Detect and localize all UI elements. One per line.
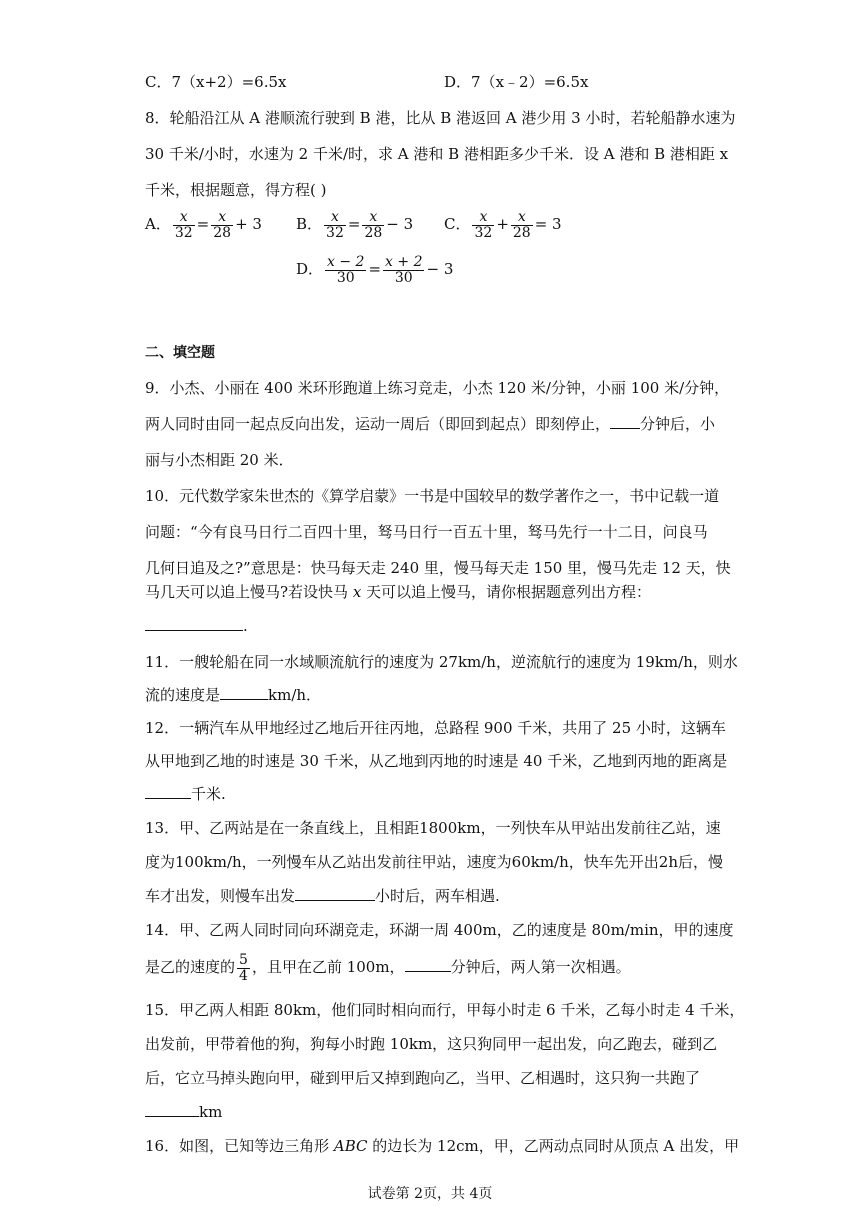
- fraction: $\frac{x + 2}{30}$: [385, 253, 423, 286]
- option-label: C．: [444, 215, 471, 233]
- fraction: $\frac{x}{28}$: [512, 208, 531, 241]
- answer-blank[interactable]: [145, 784, 191, 799]
- fraction: $\frac{5}{4}$: [239, 951, 248, 984]
- q7-option-c: C．7（x+2）=6.5x: [145, 73, 287, 91]
- q16-line-1: 16．如图，已知等边三角形 ABC 的边长为 12cm，甲，乙两动点同时从顶点 A 出发，甲: [145, 1137, 740, 1155]
- q15-line-4: km: [145, 1102, 222, 1122]
- fraction: $\frac{x}{32}$: [174, 208, 193, 241]
- answer-blank[interactable]: [145, 1102, 199, 1117]
- q8-line-2: 30 千米/小时，水速为 2 千米/时，求 A 港和 B 港相距多少千米．设 A 港和 B 港相距 x: [145, 145, 729, 163]
- q8-line-3: 千米，根据题意，得方程( ): [145, 181, 327, 199]
- q13-line-3: 车才出发，则慢车出发 小时后，两车相遇.: [145, 887, 500, 905]
- q12-line-2: 从甲地到乙地的时速是 30 千米，从乙地到丙地的时速是 40 千米，乙地到丙地的距离是: [145, 752, 728, 770]
- q8-line-1: 8．轮船沿江从 A 港顺流行驶到 B 港，比从 B 港返回 A 港少用 3 小时，若轮船静水速为: [145, 109, 736, 127]
- q9-line-2: 两人同时由同一起点反向出发，运动一周后（即回到起点）即刻停止， 分钟后，小: [145, 415, 716, 433]
- q15-line-2: 出发前，甲带着他的狗，狗每小时跑 10km，这只狗同甲一起出发，向乙跑去，碰到乙: [145, 1035, 718, 1053]
- answer-blank[interactable]: [405, 957, 451, 972]
- answer-blank[interactable]: [610, 414, 640, 429]
- fraction: $\frac{x}{28}$: [364, 208, 383, 241]
- answer-blank[interactable]: [295, 886, 375, 901]
- q10-line-1: 10．元代数学家朱世杰的《算学启蒙》一书是中国较早的数学著作之一，书中记载一道: [145, 487, 720, 505]
- q10-line-4: 马几天可以追上慢马?若设快马 x 天可以追上慢马，请你根据题意列出方程：: [145, 583, 652, 601]
- q7-option-d: D．7（x﹣2）=6.5x: [444, 73, 589, 91]
- page-footer: 试卷第 2页，共 4页: [367, 1186, 493, 1202]
- q12-line-1: 12．一辆汽车从甲地经过乙地后开往丙地，总路程 900 千米，共用了 25 小时，这辆车: [145, 719, 726, 737]
- fraction: $\frac{x}{32}$: [326, 208, 344, 241]
- answer-blank[interactable]: [220, 685, 268, 700]
- q10-line-3: 几何日追及之?”意思是：快马每天走 240 里，慢马每天走 150 里，慢马先走 12 天，快: [145, 559, 731, 577]
- q11-line-1: 11．一艘轮船在同一水域顺流航行的速度为 27km/h，逆流航行的速度为 19km/h，则水: [145, 653, 738, 671]
- q14-line-1: 14．甲、乙两人同时同向环湖竞走，环湖一周 400m，乙的速度是 80m/min，甲的速度: [145, 921, 734, 939]
- section-title: 二、填空题: [145, 345, 215, 361]
- q11-line-2: 流的速度是 km/h．: [145, 686, 322, 704]
- q8-option-c: C． $\frac{x}{32}$ + $\frac{x}{28}$ = 3: [444, 208, 562, 241]
- q14-line-2: 是乙的速度的 $\frac{5}{4}$ ，且甲在乙前 100m， 分钟后，两人第一次相遇。: [145, 951, 631, 984]
- q8-option-a: A． $\frac{x}{32}$ = $\frac{x}{28}$ + 3: [145, 208, 262, 241]
- q9-line-1: 9．小杰、小丽在 400 米环形跑道上练习竞走，小杰 120 米/分钟，小丽 100 米/分钟，: [145, 379, 730, 397]
- option-label: B．: [296, 215, 323, 233]
- q13-line-1: 13．甲、乙两站是在一条直线上，且相距1800km，一列快车从甲站出发前往乙站，速: [145, 819, 721, 837]
- q8-option-d: D． $\frac{x - 2}{30}$ = $\frac{x + 2}{30}$ − 3: [296, 253, 454, 286]
- fraction: $\frac{x - 2}{30}$: [327, 253, 365, 286]
- q10-line-5: .: [145, 616, 248, 636]
- option-label: A．: [145, 215, 171, 233]
- q9-line-3: 丽与小杰相距 20 米．: [145, 451, 294, 469]
- fraction: $\frac{x}{28}$: [213, 208, 232, 241]
- answer-blank[interactable]: [145, 616, 243, 631]
- q15-line-3: 后，它立马掉头跑向甲，碰到甲后又掉到跑向乙，当甲、乙相遇时，这只狗一共跑了: [145, 1069, 701, 1087]
- fraction: $\frac{x}{32}$: [474, 208, 493, 241]
- q12-line-3: 千米.: [145, 784, 226, 804]
- q13-line-2: 度为100km/h，一列慢车从乙站出发前往甲站，速度为60km/h，快车先开出2h后，慢: [145, 853, 723, 871]
- q15-line-1: 15．甲乙两人相距 80km，他们同时相向而行，甲每小时走 6 千米，乙每小时走 4 千米，: [145, 1001, 745, 1019]
- q8-option-b: B． $\frac{x}{32}$ = $\frac{x}{28}$ − 3: [296, 208, 414, 241]
- q10-line-2: 问题：“今有良马日行二百四十里，驽马日行一百五十里，驽马先行一十二日，问良马: [145, 523, 708, 541]
- option-label: D．: [296, 260, 324, 278]
